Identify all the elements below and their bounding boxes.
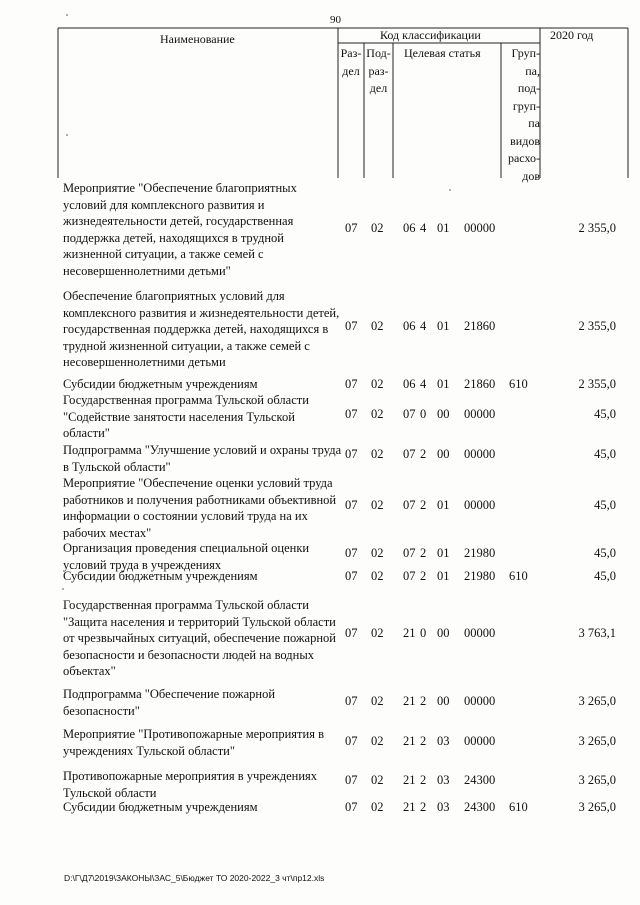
row-target-program: 21 <box>403 626 416 640</box>
scan-speck <box>66 134 68 136</box>
row-target-event: 03 <box>437 800 450 814</box>
row-target-event: 01 <box>437 569 450 583</box>
scan-speck <box>66 14 68 16</box>
row-target-subprogram: 4 <box>420 319 427 333</box>
row-razdel: 07 <box>345 694 358 708</box>
row-sum: 3 265,0 <box>578 800 616 814</box>
row-sum: 2 355,0 <box>578 319 616 333</box>
row-podrazdel: 02 <box>371 221 384 235</box>
header-group-line: груп- <box>512 98 540 113</box>
row-razdel: 07 <box>345 626 358 640</box>
header-podrazdel-line: дел <box>369 81 388 95</box>
row-podrazdel: 02 <box>371 569 384 583</box>
row-target-event: 03 <box>437 734 450 748</box>
row-target-code: 00000 <box>464 407 496 421</box>
row-target-event: 01 <box>437 546 450 560</box>
row-target-code: 24300 <box>464 800 496 814</box>
row-target-code: 24300 <box>464 773 496 787</box>
row-target-subprogram: 2 <box>420 694 427 708</box>
row-name: Мероприятие "Противопожарные мероприятия в учреждениях Тульской области" <box>63 727 324 758</box>
page-number: 90 <box>330 14 341 26</box>
row-sum: 2 355,0 <box>578 377 616 391</box>
row-target-code: 00000 <box>464 694 496 708</box>
row-razdel: 07 <box>345 773 358 787</box>
row-target-event: 01 <box>437 498 450 512</box>
row-sum: 45,0 <box>594 546 616 560</box>
row-target-code: 21860 <box>464 377 496 391</box>
row-target-event: 00 <box>437 447 450 461</box>
row-target-subprogram: 2 <box>420 800 427 814</box>
header-podrazdel-line: раз- <box>368 63 389 78</box>
row-podrazdel: 02 <box>371 377 384 391</box>
header-razdel-line: дел <box>342 63 360 78</box>
row-target-code: 00000 <box>464 734 496 748</box>
row-target-program: 21 <box>403 800 416 814</box>
row-podrazdel: 02 <box>371 773 384 787</box>
row-name: Субсидии бюджетным учреждениям <box>63 569 258 583</box>
header-group-line: под- <box>517 81 540 95</box>
row-podrazdel: 02 <box>371 626 384 640</box>
row-sum: 2 355,0 <box>578 221 616 235</box>
row-podrazdel: 02 <box>371 546 384 560</box>
row-sum: 3 763,1 <box>578 626 616 640</box>
row-podrazdel: 02 <box>371 447 384 461</box>
row-sum: 3 265,0 <box>578 734 616 748</box>
row-podrazdel: 02 <box>371 498 384 512</box>
scan-speck <box>449 189 451 191</box>
row-sum: 45,0 <box>594 569 616 583</box>
row-razdel: 07 <box>345 734 358 748</box>
row-target-program: 07 <box>403 447 416 461</box>
row-name: Подпрограмма "Обеспечение пожарной безопасности" <box>63 687 276 718</box>
row-sum: 3 265,0 <box>578 694 616 708</box>
row-podrazdel: 02 <box>371 694 384 708</box>
row-target-event: 01 <box>437 221 450 235</box>
row-razdel: 07 <box>345 319 358 333</box>
row-target-subprogram: 2 <box>420 734 427 748</box>
header-group-line: видов <box>510 133 540 148</box>
header-group-line: па, <box>525 63 540 78</box>
row-target-code: 00000 <box>464 221 496 235</box>
row-target-event: 01 <box>437 377 450 391</box>
row-razdel: 07 <box>345 546 358 560</box>
row-sum: 45,0 <box>594 447 616 461</box>
row-podrazdel: 02 <box>371 407 384 421</box>
row-target-event: 01 <box>437 319 450 333</box>
row-razdel: 07 <box>345 800 358 814</box>
row-target-code: 21980 <box>464 546 496 560</box>
row-group: 610 <box>509 569 528 583</box>
row-target-subprogram: 0 <box>420 626 427 640</box>
row-podrazdel: 02 <box>371 800 384 814</box>
row-sum: 45,0 <box>594 407 616 421</box>
row-target-program: 07 <box>403 569 416 583</box>
row-target-program: 06 <box>403 377 416 391</box>
row-target-program: 07 <box>403 407 416 421</box>
row-name: Мероприятие "Обеспечение благоприятных условий для комплексного развития и жизнедеятельности детей, государственная поддержка детей, находящихся в трудной жизненной ситуации, а также семей с несовершеннолетними детьми" <box>63 181 297 278</box>
row-target-event: 00 <box>437 626 450 640</box>
row-razdel: 07 <box>345 377 358 391</box>
row-name: Мероприятие "Обеспечение оценки условий труда работников и получения работниками объективной информации о состоянии условий труда на их рабочих местах" <box>63 476 337 540</box>
row-target-event: 00 <box>437 407 450 421</box>
header-group-line: Груп- <box>511 46 540 60</box>
row-target-program: 07 <box>403 498 416 512</box>
row-target-code: 00000 <box>464 626 496 640</box>
row-razdel: 07 <box>345 569 358 583</box>
header-group-line: па <box>528 116 540 130</box>
scan-speck <box>62 588 64 590</box>
header-year: 2020 год <box>550 28 594 42</box>
row-target-subprogram: 2 <box>420 447 427 461</box>
header-target-article: Целевая статья <box>404 46 481 60</box>
row-razdel: 07 <box>345 498 358 512</box>
header-group-line: расхо- <box>507 151 540 165</box>
row-target-event: 00 <box>437 694 450 708</box>
header-group-line: дов <box>522 168 540 183</box>
row-podrazdel: 02 <box>371 319 384 333</box>
row-target-code: 00000 <box>464 498 496 512</box>
row-target-program: 21 <box>403 773 416 787</box>
row-target-program: 06 <box>403 221 416 235</box>
row-name: Субсидии бюджетным учреждениям <box>63 377 258 391</box>
header-podrazdel-line: Под- <box>366 46 391 60</box>
row-target-program: 07 <box>403 546 416 560</box>
row-name: Обеспечение благоприятных условий для комплексного развития и жизнедеятельности детей, государственная поддержка детей, находящихся в трудной жизненной ситуации, а также семей с несовершеннолетними детьми <box>63 289 340 370</box>
row-target-program: 21 <box>403 734 416 748</box>
row-target-event: 03 <box>437 773 450 787</box>
row-razdel: 07 <box>345 407 358 421</box>
row-name: Государственная программа Тульской области "Защита населения и территорий Тульской области от чрезвычайных ситуаций, обеспечение пожарной безопасности и безопасности людей на водных объектах" <box>63 598 336 679</box>
row-sum: 3 265,0 <box>578 773 616 787</box>
row-name: Противопожарные мероприятия в учреждениях Тульской области <box>63 769 318 800</box>
row-target-subprogram: 2 <box>420 546 427 560</box>
row-razdel: 07 <box>345 221 358 235</box>
row-target-subprogram: 4 <box>420 221 427 235</box>
row-target-subprogram: 2 <box>420 773 427 787</box>
header-razdel-line: Раз- <box>340 46 362 60</box>
row-podrazdel: 02 <box>371 734 384 748</box>
row-sum: 45,0 <box>594 498 616 512</box>
row-target-subprogram: 2 <box>420 569 427 583</box>
header-name: Наименование <box>160 32 235 46</box>
file-path-footer: D:\Г\Д7\2019\ЗАКОНЫ\ЗАС_5\Бюджет ТО 2020-2022_3 чт\пр12.xls <box>64 873 325 883</box>
row-name: Государственная программа Тульской области "Содействие занятости населения Тульской области" <box>63 393 309 441</box>
row-group: 610 <box>509 800 528 814</box>
row-target-program: 06 <box>403 319 416 333</box>
row-name: Подпрограмма "Улучшение условий и охраны труда в Тульской области" <box>63 443 342 474</box>
row-target-subprogram: 0 <box>420 407 427 421</box>
row-target-subprogram: 2 <box>420 498 427 512</box>
row-target-code: 21860 <box>464 319 496 333</box>
row-target-code: 00000 <box>464 447 496 461</box>
row-target-subprogram: 4 <box>420 377 427 391</box>
header-code-classification: Код классификации <box>380 28 481 42</box>
row-target-code: 21980 <box>464 569 496 583</box>
row-name: Субсидии бюджетным учреждениям <box>63 800 258 814</box>
row-target-program: 21 <box>403 694 416 708</box>
row-name: Организация проведения специальной оценки условий труда в учреждениях <box>63 541 310 572</box>
row-group: 610 <box>509 377 528 391</box>
row-razdel: 07 <box>345 447 358 461</box>
